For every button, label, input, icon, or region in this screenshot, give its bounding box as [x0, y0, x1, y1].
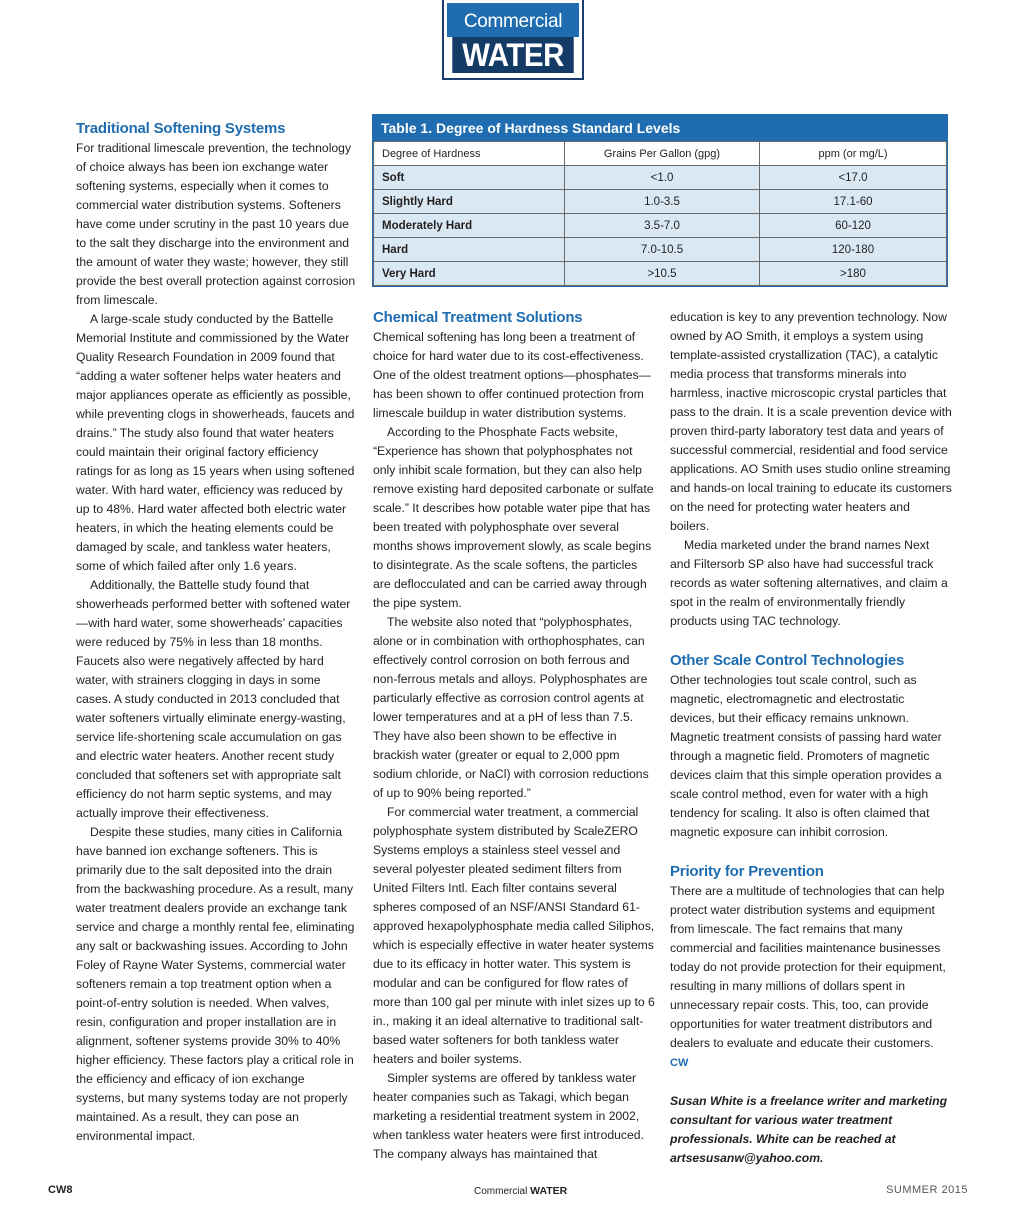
paragraph: education is key to any prevention technology. Now owned by AO Smith, it employs a system using template-assisted crystallization (TAC), a catalytic media process that transforms minerals into harmless, inactive microscopic crystal particles that pass to the drain. It is a scale prevention device with proven third-party laboratory test data and years of successful commercial, residential and food service applications. AO Smith uses studio online streaming and hands-on local training to educate its customers on the need for protecting water heaters and boilers. — [670, 310, 952, 533]
table-cell: Moderately Hard — [374, 214, 565, 238]
paragraph: According to the Phosphate Facts website, “Experience has shown that polyphosphates not only inhibit scale formation, but they can also help remove existing hard deposited carbonate or sulfate scale.” It describes how potable water pipe that has been treated with polyphosphate over several months shows improvement slowly, as scale begins to disintegrate. As the scale softens, the particles are deflocculated and can be carried away through the pipe system. — [373, 425, 654, 610]
paragraph: A large-scale study conducted by the Battelle Memorial Institute and commissioned by the Water Quality Research Foundation in 2009 found that “adding a water softener helps water heaters and major appliances operate as efficiently as possible, while preventing clogs in showerheads, faucets and drains.” The study also found that water heaters could maintain their original factory efficiency ratings for as long as 15 years when using softened water. With hard water, efficiency was reduced by up to 48%. Hard water affected both electric water heaters, in which the heating elements could be damaged by scale, and tankless water heaters, some of which failed after only 1.6 years. — [76, 312, 355, 573]
table-cell: <1.0 — [565, 166, 760, 190]
footer-brand-light: Commercial — [474, 1186, 528, 1197]
table-cell: 120-180 — [760, 238, 947, 262]
paragraph: Chemical softening has long been a treatment of choice for hard water due to its cost-effectiveness. One of the oldest treatment options—phosphates—has been shown to offer continued protection from limescale buildup in water distribution systems. — [373, 330, 651, 420]
table-header-cell: Grains Per Gallon (gpg) — [565, 142, 760, 166]
table-row — [374, 166, 947, 190]
table-row — [374, 238, 947, 262]
logo-commercial: Commercial — [447, 3, 579, 37]
table-row — [374, 190, 947, 214]
page-number: CW8 — [48, 1184, 73, 1196]
table-cell: Hard — [374, 238, 565, 262]
hardness-table — [372, 114, 948, 287]
table-cell: <17.0 — [760, 166, 947, 190]
table-cell: 60-120 — [760, 214, 947, 238]
hardness-data-table — [373, 141, 947, 286]
article-column-2 — [373, 308, 655, 1164]
section-heading-traditional: Traditional Softening Systems — [76, 120, 286, 137]
table-title: Table 1. Degree of Hardness Standard Levels — [373, 115, 947, 141]
table-row — [374, 214, 947, 238]
paragraph: Despite these studies, many cities in California have banned ion exchange softeners. This is primarily due to the salt deposited into the drain from the backwashing procedure. As a result, many water treatment dealers provide an exchange tank service and charge a monthly rental fee, eliminating any salt or backwashing issues. According to John Foley of Rayne Water Systems, commercial water softeners remain a top treatment option when a point-of-entry solution is needed. When valves, resin, configuration and proper installation are in alignment, softener systems provide 30% to 40% higher efficiency. These factors play a critical role in the efficiency and efficacy of ion exchange systems, but many systems today are not properly maintained. As a result, they can pose an environmental impact. — [76, 825, 355, 1143]
table-header-row — [374, 142, 947, 166]
article-column-1 — [76, 119, 356, 1146]
paragraph: For commercial water treatment, a commercial polyphosphate system distributed by ScaleZERO Systems employs a stainless steel vessel and several polyester pleated sediment filters from United Filters Intl. Each filter contains several spheres composed of an NSF/ANSI Standard 61-approved hexapolyphosphate media called Siliphos, which is especially effective in water heater systems due to its efficacy in hotter water. This system is modular and can be configured for flow rates of more than 100 gal per minute with inlet sizes up to 6 in., making it an ideal alternative to traditional salt-based water softeners for both tankless water heaters and boiler systems. — [373, 805, 655, 1066]
table-cell: Very Hard — [374, 262, 565, 286]
paragraph: For traditional limescale prevention, the technology of choice always has been ion exchange water softening systems, especially when it comes to commercial water distribution systems. Softeners have come under scrutiny in the past 10 years due to the salt they discharge into the environment and the amount of water they waste; however, they still provide the best overall protection against corrosion from limescale. — [76, 141, 356, 307]
footer-brand — [474, 1185, 567, 1197]
table-row — [374, 262, 947, 286]
paragraph: Simpler systems are offered by tankless water heater companies such as Takagi, which began marketing a residential treatment system in 2002, when tankless water heaters were first introduced. The company always has maintained that — [373, 1071, 644, 1161]
issue-date: SUMMER 2015 — [886, 1184, 968, 1196]
table-cell: 7.0-10.5 — [565, 238, 760, 262]
article-column-3 — [670, 308, 952, 1168]
section-heading-other: Other Scale Control Technologies — [670, 652, 905, 669]
table-header-cell: Degree of Hardness — [374, 142, 565, 166]
logo-water: WATER — [452, 37, 573, 73]
paragraph — [670, 882, 952, 1073]
paragraph: Media marketed under the brand names Next and Filtersorb SP also have had successful track records as water softening alternatives, and claim a spot in the realm of environmentally friendly products using TAC technology. — [670, 538, 948, 628]
masthead-logo — [442, 0, 584, 80]
paragraph: The website also noted that “polyphosphates, alone or in combination with orthophosphates, can effectively control corrosion on both ferrous and non-ferrous metals and alloys. Polyphosphates are particularly effective as corrosion control agents at lower temperatures and at a pH of less than 7.5. They have also been shown to be effective in brackish water (greater or equal to 2,000 ppm sodium chloride, or NaCl) with corrosion reductions of up to 90% being reported.” — [373, 615, 649, 800]
table-cell: Soft — [374, 166, 565, 190]
table-cell: 3.5-7.0 — [565, 214, 760, 238]
table-header-cell: ppm (or mg/L) — [760, 142, 947, 166]
table-cell: 17.1-60 — [760, 190, 947, 214]
table-cell: >10.5 — [565, 262, 760, 286]
table-cell: >180 — [760, 262, 947, 286]
paragraph: Other technologies tout scale control, such as magnetic, electromagnetic and electrostatic devices, but their efficacy remains unknown. Magnetic treatment consists of passing hard water through a magnetic field. Promoters of magnetic devices claim that this simple operation provides a scale control method, even for water with a high tendency for scaling. It also is often claimed that magnetic exposure can inhibit corrosion. — [670, 673, 942, 839]
footer-brand-bold: WATER — [530, 1185, 568, 1197]
end-mark: CW — [670, 1057, 689, 1069]
paragraph: Additionally, the Battelle study found that showerheads performed better with softened water—with hard water, some showerheads’ capacities were reduced by 75% in less than 18 months. Faucets also were negatively affected by hard water, with strainers clogging in days in some cases. A study conducted in 2013 concluded that water softeners virtually eliminate energy-wasting, service life-shortening scale accumulation on gas and electric water heaters. Another recent study concluded that softeners set with appropriate salt efficiency do not harm septic systems, and may actually improve their effectiveness. — [76, 578, 351, 820]
author-bio: Susan White is a freelance writer and marketing consultant for various water treatment professionals. White can be reached at artsesusanw@yahoo.com. — [670, 1094, 948, 1165]
section-heading-priority: Priority for Prevention — [670, 863, 824, 880]
table-cell: Slightly Hard — [374, 190, 565, 214]
table-cell: 1.0-3.5 — [565, 190, 760, 214]
paragraph-text: There are a multitude of technologies that can help protect water distribution systems and equipment from limescale. The fact remains that many commercial and facilities maintenance businesses today do not provide protection for their equipment, resulting in many millions of dollars spent in unnecessary repair costs. This, too, can provide opportunities for water treatment distributors and dealers to evaluate and educate their customers. — [670, 884, 946, 1050]
section-heading-chemical: Chemical Treatment Solutions — [373, 309, 583, 326]
